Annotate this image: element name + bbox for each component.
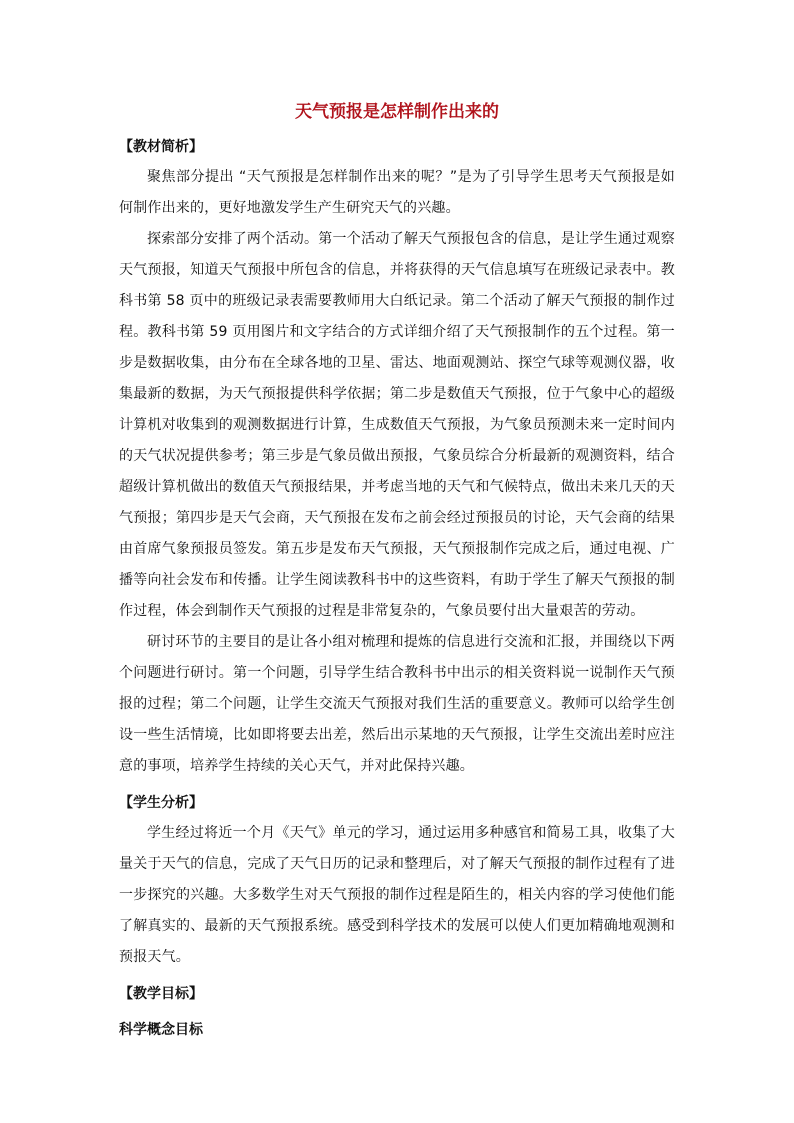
section-student-analysis [119, 788, 675, 973]
document-page [119, 100, 675, 1045]
section-teaching-goals [119, 979, 675, 1045]
paragraph: 学生经过将近一个月《天气》单元的学习，通过运用多种感官和简易工具，收集了大量关于天气的信息，完成了天气日历的记录和整理后，对了解天气预报的制作过程有了进一步探究的兴趣。大多数学生对天气预报的制作过程是陌生的，相关内容的学习使他们能了解真实的、最新的天气预报系统。感受到科学技术的发展可以使人们更加精确地观测和预报天气。 [119, 825, 675, 965]
paragraph: 研讨环节的主要目的是让各小组对梳理和提炼的信息进行交流和汇报，并围绕以下两个问题进行研讨。第一个问题，引导学生结合教科书中出示的相关资料说一说制作天气预报的过程；第二个问题，让学生交流天气预报对我们生活的重要意义。教师可以给学生创设一些生活情境，比如即将要去出差，然后出示某地的天气预报，让学生交流出差时应注意的事项，培养学生持续的关心天气，并对此保持兴趣。 [119, 634, 675, 774]
paragraph: 聚焦部分提出 “天气预报是怎样制作出来的呢？”是为了引导学生思考天气预报是如何制作出来的，更好地激发学生产生研究天气的兴趣。 [119, 169, 675, 216]
document-title: 天气预报是怎样制作出来的 [295, 102, 499, 122]
section-textbook-analysis [119, 132, 675, 782]
section-heading: 【教材简析】 [119, 139, 203, 155]
section-heading: 【学生分析】 [119, 795, 203, 811]
sub-heading: 科学概念目标 [119, 1022, 203, 1038]
paragraph: 探索部分安排了两个活动。第一个活动了解天气预报包含的信息，是让学生通过观察天气预报，知道天气预报中所包含的信息，并将获得的天气信息填写在班级记录表中。教科书第 58 页中的班级记录表需要教师用大白纸记录。第二个活动了解天气预报的制作过程。教科书第 59 页用图片和文字结合的方式详细介绍了天气预报制作的五个过程。第一步是数据收集，由分布在全球各地的卫星、雷达、地面观测站、探空气球等观测仪器，收集最新的数据，为天气预报提供科学依据；第二步是数值天气预报，位于气象中心的超级计算机对收集到的观测数据进行计算，生成数值天气预报，为气象员预测未来一定时间内的天气状况提供参考；第三步是气象员做出预报，气象员综合分析最新的观测资料，结合超级计算机做出的数值天气预报结果，并考虑当地的天气和气候特点，做出未来几天的天气预报；第四步是天气会商，天气预报在发布之前会经过预报员的讨论，天气会商的结果由首席气象预报员签发。第五步是发布天气预报，天气预报制作完成之后，通过电视、广播等向社会发布和传播。让学生阅读教科书中的这些资料，有助于学生了解天气预报的制作过程，体会到制作天气预报的过程是非常复杂的，气象员要付出大量艰苦的劳动。 [119, 231, 675, 619]
section-heading: 【教学目标】 [119, 986, 203, 1002]
